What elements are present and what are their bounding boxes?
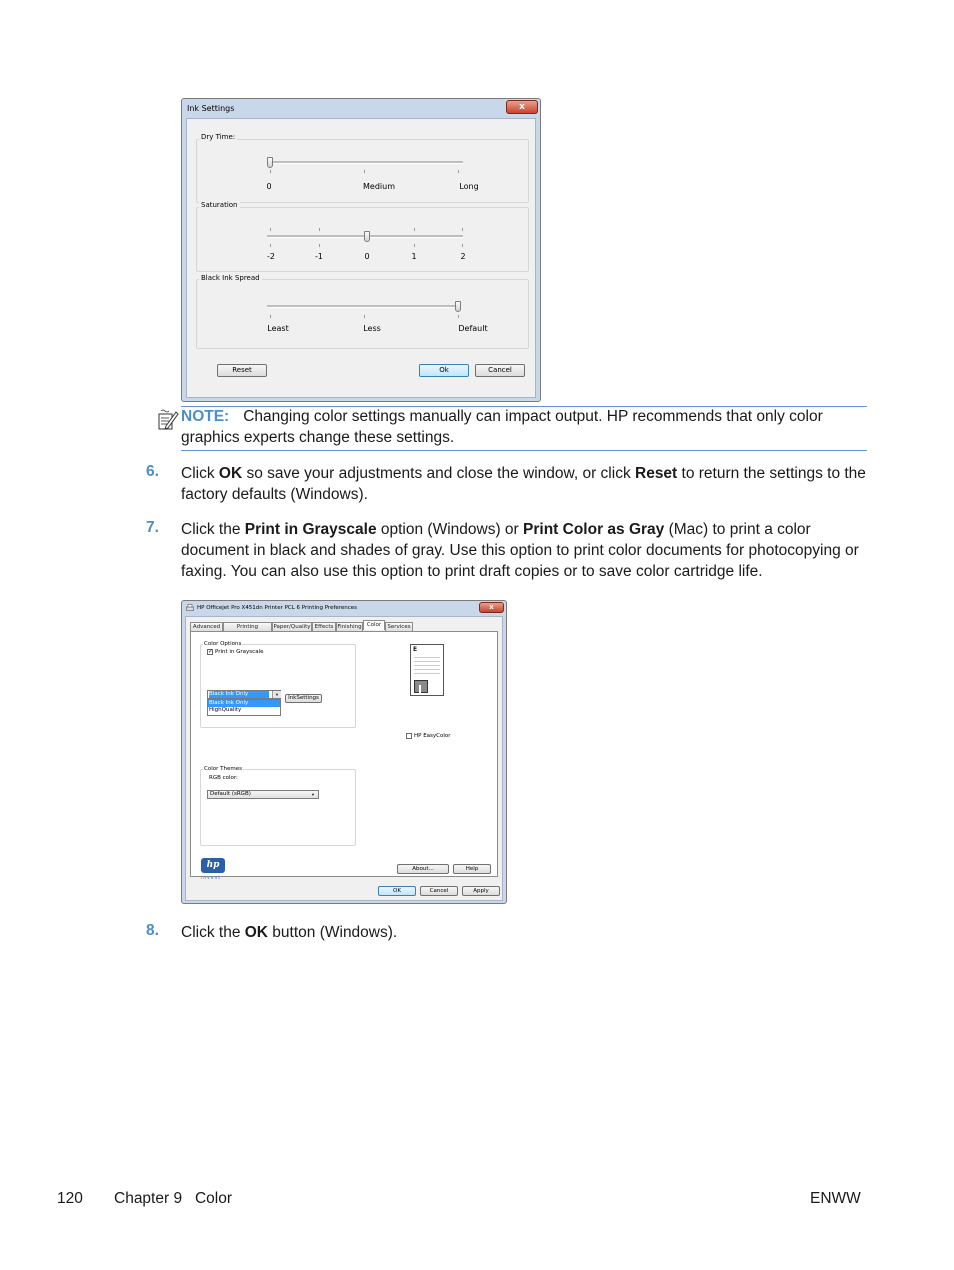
dry-time-label: Dry Time:: [201, 133, 236, 141]
note-block: [181, 406, 871, 448]
bold-run: OK: [244, 924, 268, 941]
step-number: 7.: [146, 519, 159, 536]
tick: [319, 244, 320, 247]
text-run: button (Windows).: [268, 924, 398, 941]
dry-time-thumb[interactable]: [267, 157, 273, 168]
tab-finishing[interactable]: Finishing: [337, 624, 362, 630]
tick: [414, 228, 415, 231]
color-options-label: Color Options: [204, 641, 242, 647]
preview-line: [414, 657, 440, 658]
printer-icon: [186, 604, 194, 612]
black-ink-spread-thumb[interactable]: [455, 301, 461, 312]
tab-color[interactable]: Color: [363, 620, 385, 630]
cancel-button[interactable]: Cancel: [420, 886, 458, 896]
cancel-button[interactable]: Cancel: [475, 364, 525, 377]
note-icon: [157, 409, 179, 431]
select-value: Black Ink Only: [209, 691, 269, 698]
tick: [270, 228, 271, 231]
preview-letter: E: [413, 646, 418, 653]
tick: [462, 244, 463, 247]
tick: [458, 170, 459, 173]
hp-easycolor-checkbox[interactable]: [406, 733, 412, 739]
tick: [462, 228, 463, 231]
saturation-tick: 2: [460, 252, 466, 261]
text-run: so save your adjustments and close the window, or click: [242, 465, 635, 482]
dropdown-option[interactable]: Black Ink Only: [208, 700, 280, 707]
printing-preferences-dialog: [181, 600, 507, 904]
ink-settings-button[interactable]: InkSettings: [285, 694, 322, 703]
footer-code: ENWW: [810, 1190, 861, 1207]
saturation-label: Saturation: [201, 201, 238, 209]
saturation-tick: -1: [315, 252, 323, 261]
tick: [270, 170, 271, 173]
note-label: NOTE:: [181, 408, 230, 425]
bold-run: Print Color as Gray: [523, 521, 665, 538]
tick: [319, 228, 320, 231]
ink-settings-dialog: [181, 98, 541, 402]
tab-services[interactable]: Services: [385, 622, 413, 631]
spread-tick-less: Less: [363, 324, 381, 333]
preview-line: [414, 669, 440, 670]
dry-time-tick-medium: Medium: [363, 182, 395, 191]
chevron-down-icon[interactable]: ▼: [311, 792, 315, 797]
tab-printing-shortcuts[interactable]: Printing: [223, 622, 272, 631]
preview-line: [414, 665, 440, 666]
close-icon[interactable]: x: [506, 100, 538, 114]
bold-run: Reset: [635, 465, 678, 482]
page-preview: [410, 644, 444, 696]
dry-time-tick-long: Long: [459, 182, 479, 191]
tab-advanced[interactable]: Advanced: [190, 622, 223, 631]
slider-track: [267, 161, 463, 164]
print-in-grayscale-label: Print in Grayscale: [215, 649, 264, 655]
saturation-tick: 1: [411, 252, 417, 261]
dry-time-tick-0: 0: [266, 182, 272, 191]
reset-button[interactable]: Reset: [217, 364, 267, 377]
apply-button[interactable]: Apply: [462, 886, 500, 896]
preview-line: [414, 661, 440, 662]
tick: [364, 170, 365, 173]
dialog-body: [185, 616, 503, 901]
slider-track: [267, 305, 459, 308]
quality-dropdown-list: [207, 699, 281, 716]
text-run: option (Windows) or: [376, 521, 524, 538]
text-run: to return the settings to the factory defaults (Windows).: [181, 465, 866, 503]
tick: [414, 244, 415, 247]
preview-image: [414, 680, 428, 693]
bold-run: OK: [218, 465, 243, 482]
hp-easycolor-label: HP EasyColor: [414, 733, 451, 739]
footer-chapter: Chapter 9 Color: [114, 1190, 233, 1207]
tab-paper-quality[interactable]: Paper/Quality: [273, 624, 311, 630]
chevron-down-icon[interactable]: ▼: [272, 691, 281, 698]
footer-page-number: 120: [57, 1190, 83, 1207]
step-number: 6.: [146, 463, 159, 480]
dropdown-option[interactable]: HighQuality: [209, 707, 242, 713]
hp-logo-tagline-outer: i n v e n t: [201, 875, 220, 880]
text-run: Click: [181, 465, 219, 482]
print-in-grayscale-checkbox[interactable]: ✓: [208, 649, 214, 655]
tab-effects[interactable]: Effects: [312, 622, 336, 631]
step-number: 8.: [146, 922, 159, 939]
preview-line: [414, 673, 440, 674]
bold-run: Print in Grayscale: [244, 521, 377, 538]
tab-content: [190, 631, 498, 877]
step-8-text: [181, 922, 871, 943]
preview-image-bar: [419, 685, 421, 693]
saturation-thumb[interactable]: [364, 231, 370, 242]
ok-button[interactable]: Ok: [419, 364, 469, 377]
saturation-tick: -2: [267, 252, 275, 261]
rgb-select-value: Default (sRGB): [210, 791, 251, 797]
note-text: Changing color settings manually can impact output. HP recommends that only color graphics experts change these settings.: [181, 408, 823, 446]
dialog-title: Ink Settings: [187, 104, 235, 113]
ok-button[interactable]: OK: [378, 886, 416, 896]
rgb-color-label: RGB color:: [209, 775, 238, 781]
step-6-text: [181, 463, 871, 505]
text-run: Click the: [181, 924, 245, 941]
close-icon[interactable]: x: [479, 602, 504, 613]
spread-tick-least: Least: [267, 324, 289, 333]
spread-tick-default: Default: [458, 324, 488, 333]
text-run: Click the: [181, 521, 245, 538]
color-themes-label: Color Themes: [204, 766, 242, 772]
tick: [364, 315, 365, 318]
hp-logo: hp: [201, 858, 225, 873]
quality-select[interactable]: [207, 690, 281, 699]
text-run: (Mac) to print a color document in black and shades of gray. Use this option to print color documents for photocopying or faxing. You can also use this option to print draft copies or to save color cartridge life.: [181, 521, 859, 580]
tick: [270, 244, 271, 247]
rgb-color-select[interactable]: [207, 790, 319, 799]
tick: [270, 315, 271, 318]
step-7-text: [181, 519, 871, 582]
about-button[interactable]: About...: [397, 864, 449, 874]
saturation-tick: 0: [364, 252, 370, 261]
black-ink-spread-label: Black Ink Spread: [201, 274, 260, 282]
tick: [458, 315, 459, 318]
help-button[interactable]: Help: [453, 864, 491, 874]
note-bottom-rule: [181, 450, 867, 451]
dialog-panel: [186, 118, 536, 398]
dialog-title: HP Officejet Pro X451dn Printer PCL 6 Printing Preferences: [197, 605, 358, 611]
